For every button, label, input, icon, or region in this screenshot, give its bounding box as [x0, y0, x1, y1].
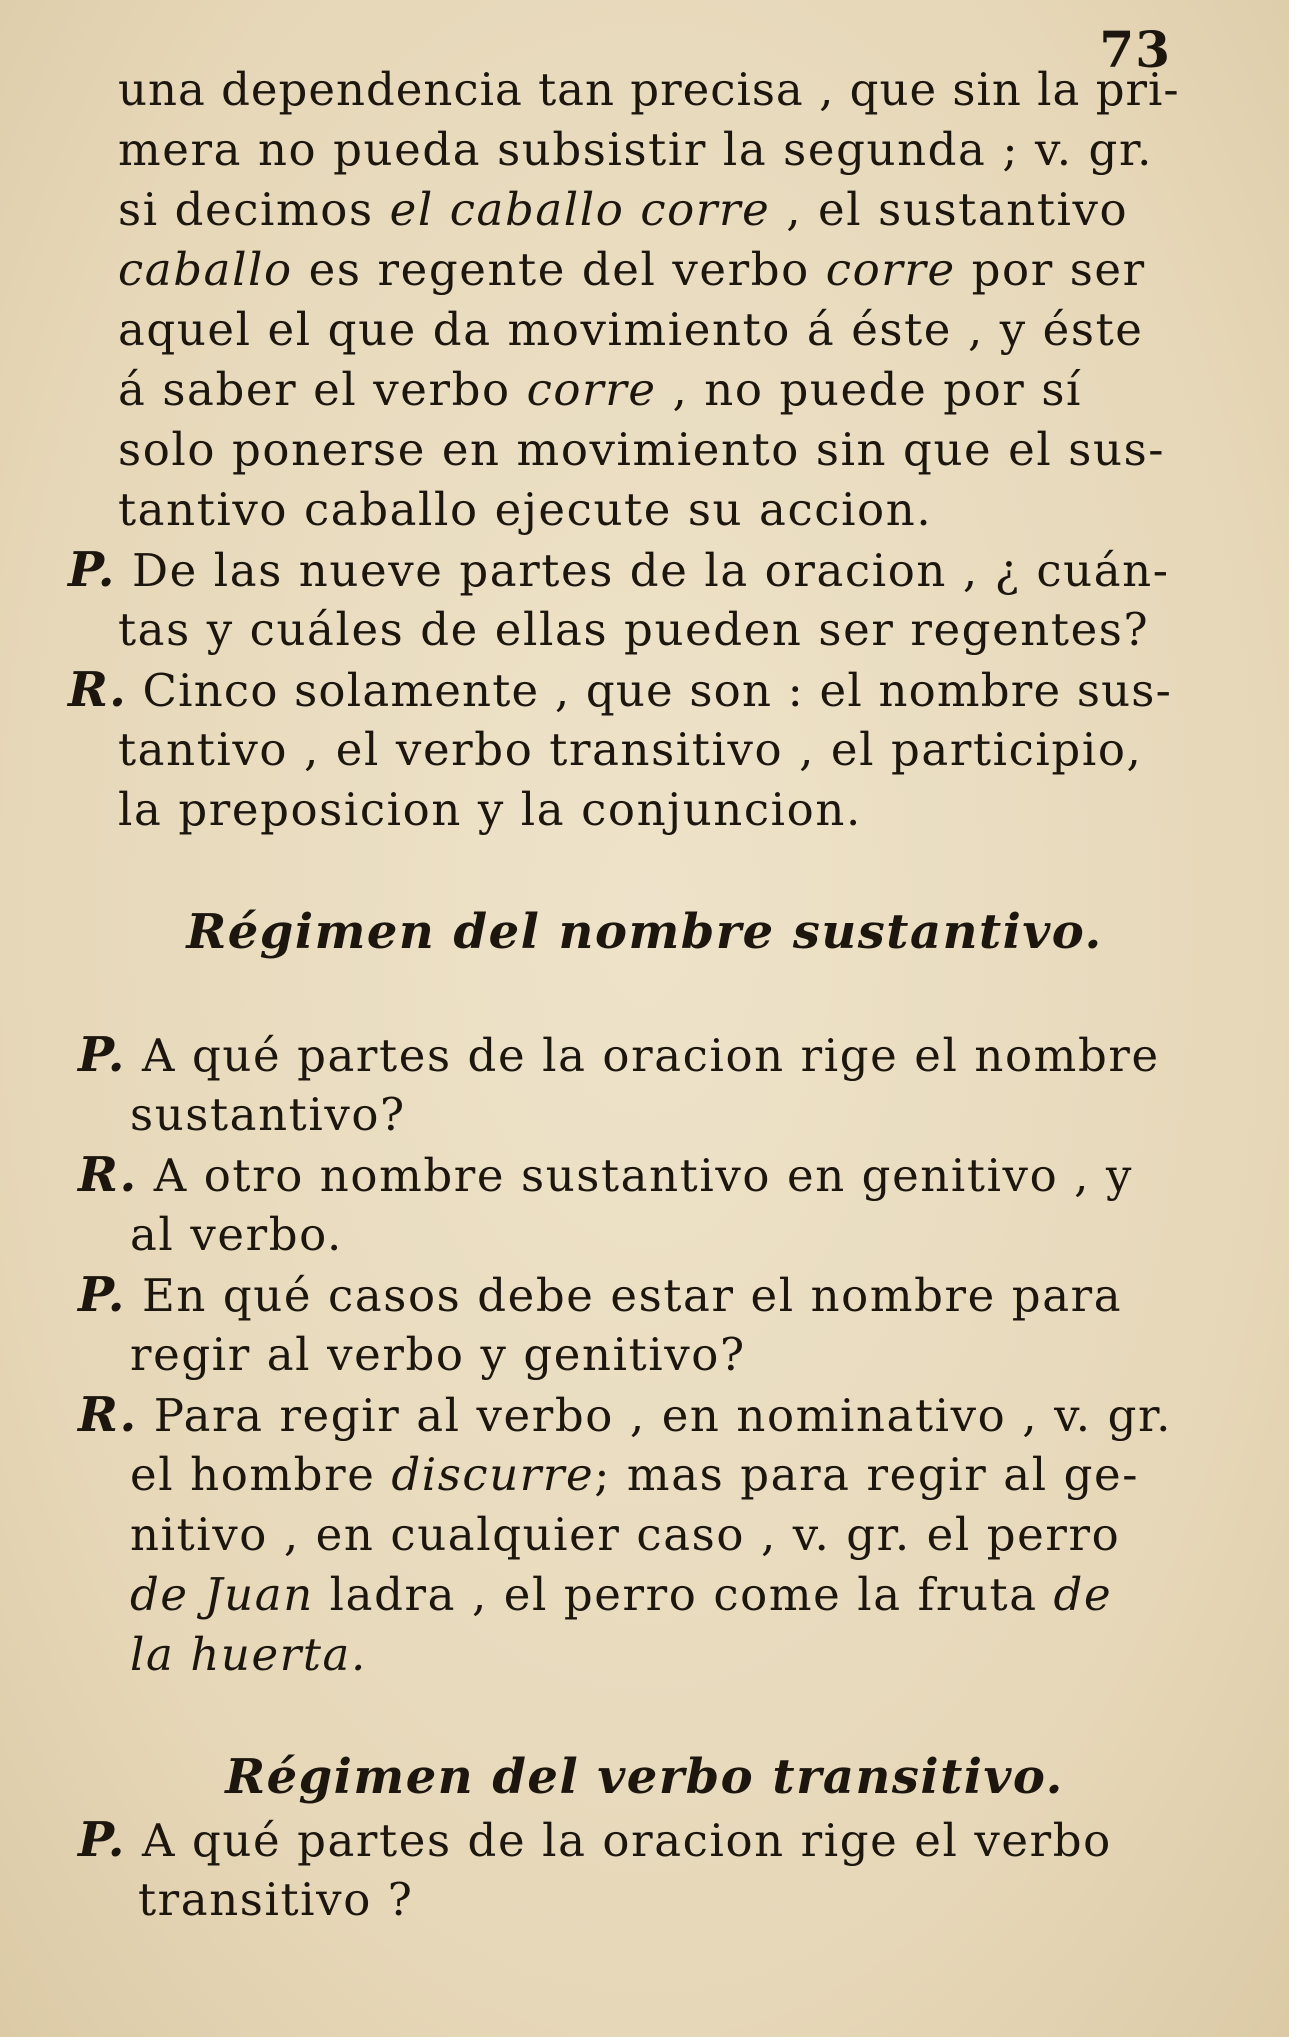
question-line: [78, 1810, 1112, 1871]
question-line: [68, 540, 1170, 601]
italic-example: de: [1053, 1568, 1113, 1621]
text-line: mera no pueda subsistir la segunda ; v. gr.: [118, 123, 1154, 176]
text-line: una dependencia tan precisa , que sin la pri-: [118, 63, 1180, 116]
text-line: aquel el que da movimiento á éste , y éste: [118, 303, 1144, 356]
text-line: [130, 1445, 1139, 1505]
answer-label: R.: [78, 1387, 138, 1443]
text-line: [118, 360, 1082, 420]
italic-example: caballo: [118, 243, 293, 296]
answer-text: Cinco solamente , que son : el nombre sus-: [142, 664, 1173, 717]
question-text: A qué partes de la oracion rige el verbo: [141, 1814, 1112, 1867]
question-label: P.: [68, 542, 117, 598]
text-line: regir al verbo y genitivo?: [130, 1328, 746, 1381]
text: es regente del verbo: [292, 243, 826, 296]
italic-example: corre: [825, 243, 956, 296]
text: , el sustantivo: [770, 183, 1129, 236]
text-line: al verbo.: [130, 1208, 343, 1261]
text-line: nitivo , en cualquier caso , v. gr. el perro: [130, 1508, 1121, 1561]
italic-example: de Juan: [130, 1568, 314, 1621]
answer-line: [78, 1385, 1172, 1446]
question-label: P.: [78, 1027, 127, 1083]
text: ; mas para regir al ge-: [594, 1448, 1140, 1501]
answer-text: Para regir al verbo , en nominativo , v. gr.: [153, 1389, 1173, 1442]
question-label: P.: [78, 1267, 127, 1323]
text: si decimos: [118, 183, 390, 236]
text-line: [118, 180, 1128, 240]
answer-text: A otro nombre sustantivo en genitivo , y: [153, 1149, 1134, 1202]
text-line: transitivo ?: [138, 1873, 414, 1926]
text-line: tantivo , el verbo transitivo , el participio,: [118, 723, 1143, 776]
answer-line: [68, 660, 1172, 721]
text: por ser: [955, 243, 1146, 296]
italic-example: corre: [526, 363, 657, 416]
question-label: P.: [78, 1812, 127, 1868]
text-line: tantivo caballo ejecute su accion.: [118, 483, 933, 536]
question-text: A qué partes de la oracion rige el nombre: [141, 1029, 1160, 1082]
text: el hombre: [130, 1448, 392, 1501]
section-heading: Régimen del verbo transitivo.: [225, 1749, 1064, 1805]
text-line: la huerta.: [130, 1628, 367, 1681]
text-line: la preposicion y la conjuncion.: [118, 783, 862, 836]
answer-line: [78, 1145, 1133, 1206]
text: , no puede por sí: [656, 363, 1083, 416]
italic-example: el caballo corre: [389, 183, 771, 236]
text-line: tas y cuáles de ellas pueden ser regentes?: [118, 603, 1150, 656]
answer-label: R.: [78, 1147, 138, 1203]
text-line: [130, 1565, 1112, 1625]
question-text: En qué casos debe estar el nombre para: [141, 1269, 1123, 1322]
text: á saber el verbo: [118, 363, 527, 416]
text: ladra , el perro come la fruta: [313, 1568, 1054, 1621]
question-line: [78, 1025, 1160, 1086]
text-line: solo ponerse en movimiento sin que el sus-: [118, 423, 1166, 476]
question-text: De las nueve partes de la oracion , ¿ cuán-: [131, 544, 1170, 597]
page-number: 73: [1099, 20, 1171, 79]
question-line: [78, 1265, 1122, 1326]
italic-example: discurre: [391, 1448, 595, 1501]
text-line: [118, 240, 1146, 300]
section-heading: Régimen del nombre sustantivo.: [186, 904, 1103, 960]
text-line: sustantivo?: [130, 1088, 406, 1141]
answer-label: R.: [68, 662, 128, 718]
